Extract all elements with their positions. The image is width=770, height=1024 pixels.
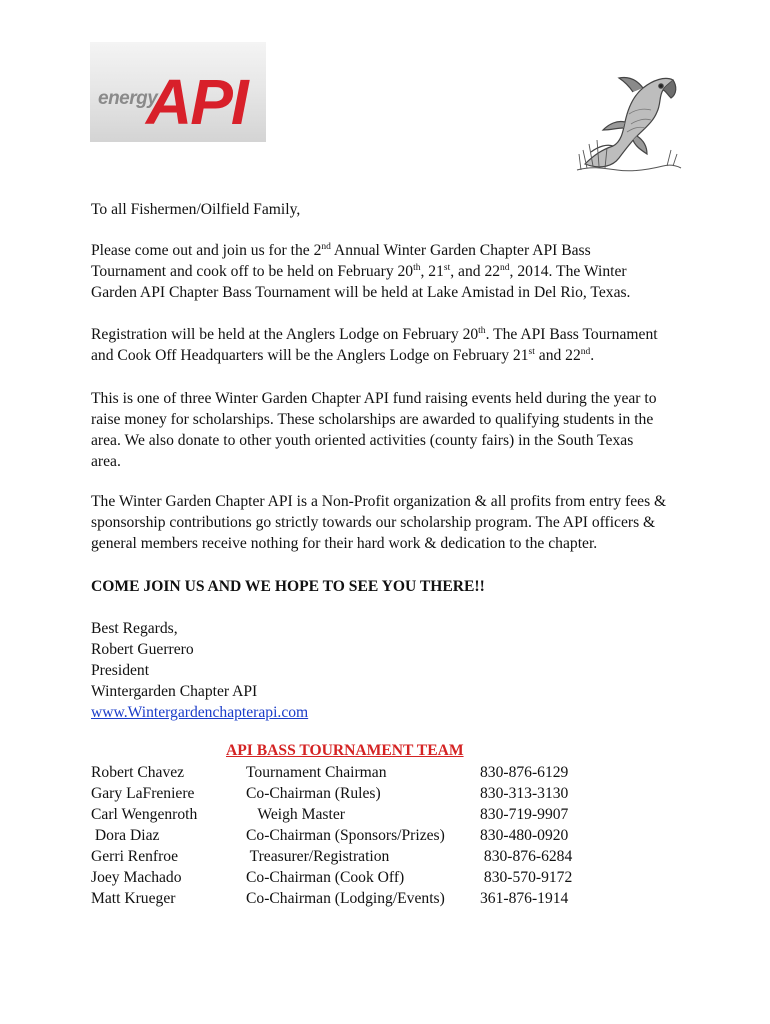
signature-block bbox=[91, 618, 691, 723]
member-role: Co-Chairman (Lodging/Events) bbox=[246, 890, 445, 907]
member-name: Joey Machado bbox=[91, 869, 182, 886]
member-name: Gary LaFreniere bbox=[91, 785, 195, 802]
member-phone: 830-719-9907 bbox=[480, 806, 569, 823]
member-phone: 830-570-9172 bbox=[480, 869, 573, 886]
api-energy-logo bbox=[90, 42, 266, 142]
closing: Best Regards, bbox=[91, 620, 178, 637]
team-row bbox=[0, 869, 770, 890]
call-to-action: COME JOIN US AND WE HOPE TO SEE YOU THERE!! bbox=[91, 578, 485, 595]
paragraph-invitation: Please come out and join us for the 2nd Annual Winter Garden Chapter API Bass Tournament and cook off to be held on February 20th, 21st, and 22nd, 2014. The Winter Garden API Chapter Bass Tournament will be held at Lake Amistad in Del Rio, Texas. bbox=[91, 241, 631, 301]
logo-api-text: API bbox=[146, 66, 247, 138]
member-role: Treasurer/Registration bbox=[246, 848, 390, 865]
member-phone: 830-480-0920 bbox=[480, 827, 569, 844]
logo-energy-text: energy bbox=[98, 88, 158, 109]
member-phone: 830-876-6284 bbox=[480, 848, 573, 865]
member-phone: 361-876-1914 bbox=[480, 890, 569, 907]
website-link[interactable]: www.Wintergardenchapterapi.com bbox=[91, 704, 309, 721]
member-role: Tournament Chairman bbox=[246, 764, 387, 781]
member-role: Co-Chairman (Sponsors/Prizes) bbox=[246, 827, 445, 844]
team-row bbox=[0, 890, 770, 911]
member-name: Robert Chavez bbox=[91, 764, 185, 781]
member-phone: 830-313-3130 bbox=[480, 785, 569, 802]
signer-title: President bbox=[91, 662, 150, 679]
member-name: Dora Diaz bbox=[91, 827, 160, 844]
signer-org: Wintergarden Chapter API bbox=[91, 683, 258, 700]
team-row bbox=[0, 785, 770, 806]
paragraph-scholarships: This is one of three Winter Garden Chapter API fund raising events held during the year to raise money for scholarships. These scholarships are awarded to qualifying students in the area. We also donate to other youth oriented activities (county fairs) in the South Texas area. bbox=[91, 390, 657, 470]
bass-fish-icon bbox=[573, 66, 683, 176]
member-phone: 830-876-6129 bbox=[480, 764, 569, 781]
team-title: API BASS TOURNAMENT TEAM bbox=[226, 742, 464, 759]
member-role: Co-Chairman (Rules) bbox=[246, 785, 381, 802]
signer-name: Robert Guerrero bbox=[91, 641, 194, 658]
member-name: Gerri Renfroe bbox=[91, 848, 179, 865]
team-row bbox=[0, 764, 770, 785]
greeting: To all Fishermen/Oilfield Family, bbox=[91, 201, 301, 218]
team-row bbox=[0, 827, 770, 848]
paragraph-nonprofit: The Winter Garden Chapter API is a Non-Profit organization & all profits from entry fees & sponsorship contributions go strictly towards our scholarship program. The API officers & general members receive nothing for their hard work & dedication to the chapter. bbox=[91, 493, 667, 552]
member-name: Matt Krueger bbox=[91, 890, 176, 907]
team-row bbox=[0, 806, 770, 827]
team-row bbox=[0, 848, 770, 869]
team-list bbox=[0, 764, 770, 911]
member-name: Carl Wengenroth bbox=[91, 806, 198, 823]
member-role: Co-Chairman (Cook Off) bbox=[246, 869, 405, 886]
member-role: Weigh Master bbox=[246, 806, 345, 823]
paragraph-registration: Registration will be held at the Anglers Lodge on February 20th. The API Bass Tournament and Cook Off Headquarters will be the Anglers Lodge on February 21st and 22nd. bbox=[91, 325, 658, 364]
